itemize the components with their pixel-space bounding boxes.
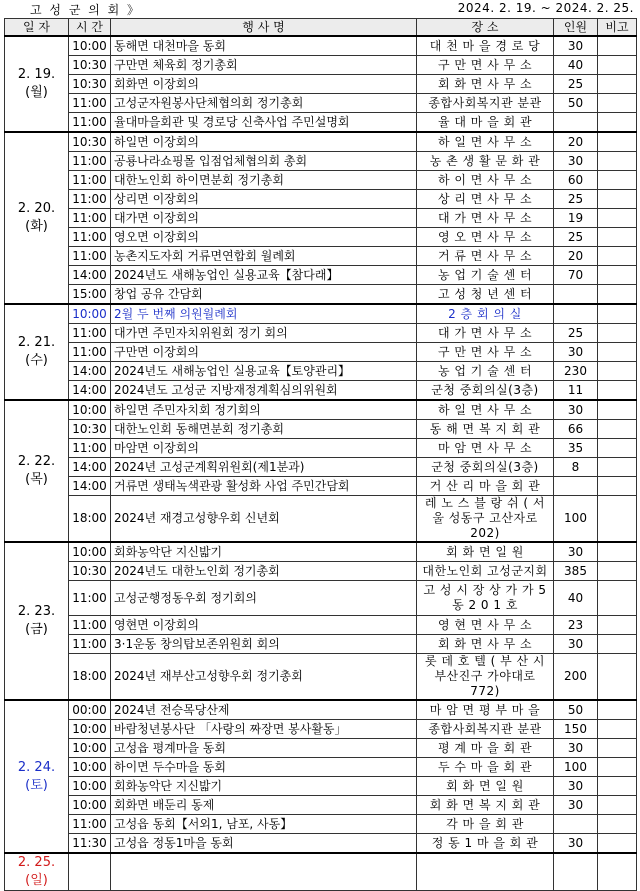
- event-attendees: 25: [554, 75, 598, 94]
- event-note: [598, 439, 637, 458]
- table-row: [5, 581, 637, 616]
- event-attendees: [554, 815, 598, 834]
- event-note: [598, 209, 637, 228]
- table-row: [5, 477, 637, 496]
- schedule-table: [4, 18, 637, 891]
- day-date-cell: [5, 304, 69, 400]
- event-note: [598, 113, 637, 133]
- event-time: 11:00: [69, 247, 111, 266]
- event-note: [598, 635, 637, 654]
- day-weekday: (월): [25, 85, 48, 100]
- event-place: 하 일 면 사 무 소: [417, 400, 554, 420]
- table-row: [5, 228, 637, 247]
- event-time: 11:00: [69, 152, 111, 171]
- day-date: 2. 19.: [17, 67, 56, 82]
- event-place: 종합사회복지관 분관: [417, 720, 554, 739]
- event-name: 거류면 생태녹색관광 활성화 사업 주민간담회: [111, 477, 417, 496]
- event-name: 고성읍 정동1마을 동회: [111, 834, 417, 854]
- event-time: 11:30: [69, 834, 111, 854]
- event-attendees: 50: [554, 700, 598, 720]
- schedule-title: 고 성 군 의 회 》: [30, 3, 142, 17]
- event-note: [598, 304, 637, 324]
- event-place: 농 촌 생 활 문 화 관: [417, 152, 554, 171]
- table-row: [5, 815, 637, 834]
- event-note: [598, 343, 637, 362]
- table-row: [5, 113, 637, 133]
- event-time: 11:00: [69, 209, 111, 228]
- event-place: 마 암 면 사 무 소: [417, 439, 554, 458]
- event-place: 하 이 면 사 무 소: [417, 171, 554, 190]
- event-place: 군청 중회의실(3층): [417, 381, 554, 401]
- day-weekday: (토): [25, 777, 48, 793]
- event-name: 2024년 전승목당산제: [111, 700, 417, 720]
- table-row: [5, 171, 637, 190]
- event-place: 정 동 1 마 을 회 관: [417, 834, 554, 854]
- event-note: [598, 228, 637, 247]
- table-row: [5, 266, 637, 285]
- column-header-event: 행 사 명: [111, 19, 417, 37]
- event-note: [598, 496, 637, 543]
- event-note: [598, 400, 637, 420]
- event-place: 고 성 청 년 센 터: [417, 285, 554, 305]
- event-attendees: 70: [554, 266, 598, 285]
- event-attendees: [554, 477, 598, 496]
- event-place: 율 대 마 을 회 관: [417, 113, 554, 133]
- event-place: 농 업 기 술 센 터: [417, 362, 554, 381]
- day-date: 2. 20.: [17, 201, 56, 216]
- event-name: 회화면 배둔리 동제: [111, 796, 417, 815]
- event-attendees: 150: [554, 720, 598, 739]
- event-attendees: 100: [554, 758, 598, 777]
- event-attendees: [554, 304, 598, 324]
- event-place: 대한노인회 고성군지회: [417, 562, 554, 581]
- event-attendees: 23: [554, 616, 598, 635]
- table-row: [5, 132, 637, 152]
- event-attendees: [554, 285, 598, 305]
- day-date: 2. 24.: [17, 759, 56, 775]
- table-row: [5, 834, 637, 854]
- event-attendees: 30: [554, 777, 598, 796]
- event-name: 2024년 재경고성향우회 신년회: [111, 496, 417, 543]
- event-place: 회 화 면 사 무 소: [417, 75, 554, 94]
- table-row: [5, 542, 637, 562]
- event-name: 구만면 이장회의: [111, 343, 417, 362]
- event-time: 10:00: [69, 777, 111, 796]
- event-note: [598, 324, 637, 343]
- event-note: [598, 654, 637, 701]
- event-name: 2월 두 번째 의원월례회: [111, 304, 417, 324]
- table-row: [5, 439, 637, 458]
- table-row: [5, 190, 637, 209]
- event-note: [598, 381, 637, 401]
- event-time: 11:00: [69, 171, 111, 190]
- event-note: [598, 132, 637, 152]
- day-weekday: (일): [25, 873, 48, 888]
- event-place: 대 천 마 을 경 로 당: [417, 36, 554, 56]
- table-row: [5, 720, 637, 739]
- event-name: 고성군자원봉사단체협의회 정기총회: [111, 94, 417, 113]
- table-row: [5, 777, 637, 796]
- event-note: [598, 616, 637, 635]
- table-row: [5, 247, 637, 266]
- event-place: 롯 데 호 텔 ( 부 산 시 부산진구 가야대로 772): [417, 654, 554, 701]
- day-date-cell: [5, 400, 69, 542]
- event-attendees: 30: [554, 152, 598, 171]
- day-date-cell: [5, 132, 69, 304]
- event-time: 11:00: [69, 815, 111, 834]
- event-note: [598, 542, 637, 562]
- event-time: 18:00: [69, 654, 111, 701]
- event-attendees: 8: [554, 458, 598, 477]
- event-attendees: 30: [554, 739, 598, 758]
- event-note: [598, 190, 637, 209]
- event-place: 거 산 리 마 을 회 관: [417, 477, 554, 496]
- event-time: 18:00: [69, 496, 111, 543]
- table-header-row: [5, 19, 637, 37]
- event-name: 회화농악단 지신밟기: [111, 777, 417, 796]
- event-time: 14:00: [69, 458, 111, 477]
- table-row: [5, 324, 637, 343]
- event-name: 대가면 이장회의: [111, 209, 417, 228]
- event-name: 율대마을회관 및 경로당 신축사업 주민설명회: [111, 113, 417, 133]
- event-place: 두 수 마 을 회 관: [417, 758, 554, 777]
- table-row: [5, 362, 637, 381]
- table-row: [5, 400, 637, 420]
- event-note: [598, 739, 637, 758]
- event-attendees: 20: [554, 132, 598, 152]
- event-place: 영 오 면 사 무 소: [417, 228, 554, 247]
- event-time: 10:30: [69, 420, 111, 439]
- table-row: [5, 304, 637, 324]
- event-name: 하이면 두수마을 동회: [111, 758, 417, 777]
- event-place: 상 리 면 사 무 소: [417, 190, 554, 209]
- event-place: 농 업 기 술 센 터: [417, 266, 554, 285]
- event-attendees: 230: [554, 362, 598, 381]
- event-place: 구 만 면 사 무 소: [417, 56, 554, 75]
- event-attendees: 30: [554, 400, 598, 420]
- event-attendees: 100: [554, 496, 598, 543]
- event-note: [598, 266, 637, 285]
- event-time: 11:00: [69, 635, 111, 654]
- table-row: [5, 152, 637, 171]
- event-name: 공룡나라쇼핑몰 입점업체협의회 총회: [111, 152, 417, 171]
- event-time: 14:00: [69, 362, 111, 381]
- event-place: 회 화 면 일 원: [417, 542, 554, 562]
- date-range: 2024. 2. 19. ~ 2024. 2. 25.: [457, 1, 634, 15]
- event-time: 10:00: [69, 542, 111, 562]
- event-attendees: 30: [554, 635, 598, 654]
- event-place: 군청 중회의실(3층): [417, 458, 554, 477]
- event-name: 고성읍 동회【서외1, 남포, 사동】: [111, 815, 417, 834]
- event-place: 각 마 을 회 관: [417, 815, 554, 834]
- day-date: 2. 25.: [17, 855, 56, 870]
- table-row: [5, 75, 637, 94]
- event-attendees: [554, 113, 598, 133]
- event-attendees: 30: [554, 796, 598, 815]
- event-name: 구만면 체육회 정기총회: [111, 56, 417, 75]
- event-attendees: 200: [554, 654, 598, 701]
- event-time: 10:30: [69, 562, 111, 581]
- day-group: [5, 36, 637, 132]
- table-row: [5, 700, 637, 720]
- event-place: 회 화 면 일 원: [417, 777, 554, 796]
- event-attendees: 35: [554, 439, 598, 458]
- table-row: [5, 381, 637, 401]
- day-date: 2. 21.: [17, 335, 56, 350]
- day-group: [5, 132, 637, 304]
- event-time: 11:00: [69, 343, 111, 362]
- event-name: 대한노인회 하이면분회 정기총회: [111, 171, 417, 190]
- event-note: [598, 420, 637, 439]
- event-place: 회 화 면 복 지 회 관: [417, 796, 554, 815]
- event-time: 14:00: [69, 266, 111, 285]
- event-attendees: 11: [554, 381, 598, 401]
- day-date-cell: [5, 542, 69, 700]
- event-place: 대 가 면 사 무 소: [417, 324, 554, 343]
- event-time: 10:00: [69, 400, 111, 420]
- event-name: 2024년 고성군계획위원회(제1분과): [111, 458, 417, 477]
- event-name: 고성군행정동우회 정기회의: [111, 581, 417, 616]
- column-header-people: 인원: [554, 19, 598, 37]
- event-attendees: 66: [554, 420, 598, 439]
- day-group: [5, 700, 637, 853]
- event-note: [598, 94, 637, 113]
- event-time: 11:00: [69, 190, 111, 209]
- event-place: 종합사회복지관 분관: [417, 94, 554, 113]
- event-name: 영현면 이장회의: [111, 616, 417, 635]
- event-time: 11:00: [69, 324, 111, 343]
- event-note: [598, 720, 637, 739]
- event-note: [598, 477, 637, 496]
- event-attendees: 30: [554, 542, 598, 562]
- event-attendees: 40: [554, 581, 598, 616]
- event-time: 11:00: [69, 113, 111, 133]
- event-place: 영 현 면 사 무 소: [417, 616, 554, 635]
- event-note: [598, 581, 637, 616]
- event-name: 동해면 대천마을 동회: [111, 36, 417, 56]
- event-place: 거 류 면 사 무 소: [417, 247, 554, 266]
- event-note: [598, 796, 637, 815]
- event-time: 10:30: [69, 132, 111, 152]
- event-note: [598, 815, 637, 834]
- event-time: 10:00: [69, 720, 111, 739]
- event-name: 마암면 이장회의: [111, 439, 417, 458]
- event-name: 대가면 주민자치위원회 정기 회의: [111, 324, 417, 343]
- table-row: [5, 209, 637, 228]
- event-attendees: 19: [554, 209, 598, 228]
- table-row: [5, 616, 637, 635]
- event-note: [598, 75, 637, 94]
- event-time: 10:00: [69, 739, 111, 758]
- table-row: [5, 654, 637, 701]
- table-row: [5, 758, 637, 777]
- event-place: 2 층 회 의 실: [417, 304, 554, 324]
- event-place: 하 일 면 사 무 소: [417, 132, 554, 152]
- event-attendees: 20: [554, 247, 598, 266]
- event-name: 2024년도 대한노인회 정기총회: [111, 562, 417, 581]
- event-name: 하일면 이장회의: [111, 132, 417, 152]
- event-attendees: 30: [554, 343, 598, 362]
- event-attendees: 60: [554, 171, 598, 190]
- table-row: [5, 458, 637, 477]
- day-weekday: (수): [25, 353, 48, 368]
- event-attendees: 30: [554, 834, 598, 854]
- schedule-header: [0, 0, 640, 18]
- event-note: [598, 36, 637, 56]
- day-date-cell: [5, 700, 69, 853]
- event-name: 창업 공유 간담회: [111, 285, 417, 305]
- event-name: 농촌지도자회 거류면연합회 월례회: [111, 247, 417, 266]
- event-time: 11:00: [69, 616, 111, 635]
- event-time: 10:30: [69, 56, 111, 75]
- event-note: [598, 362, 637, 381]
- event-name: 고성읍 평계마을 동회: [111, 739, 417, 758]
- event-time: 10:00: [69, 796, 111, 815]
- event-name: 3·1운동 창의탑보존위원회 회의: [111, 635, 417, 654]
- event-name: 영오면 이장회의: [111, 228, 417, 247]
- event-time: 11:00: [69, 94, 111, 113]
- event-place: 마 암 면 평 부 마 을: [417, 700, 554, 720]
- event-name: 바람청년봉사단 「사랑의 짜장면 봉사활동」: [111, 720, 417, 739]
- event-name: 회화농악단 지신밟기: [111, 542, 417, 562]
- table-row: [5, 496, 637, 543]
- event-place: 평 계 마 을 회 관: [417, 739, 554, 758]
- event-note: [598, 777, 637, 796]
- event-note: [598, 758, 637, 777]
- day-weekday: (목): [25, 472, 48, 487]
- column-header-place: 장 소: [417, 19, 554, 37]
- event-place: 대 가 면 사 무 소: [417, 209, 554, 228]
- event-note: [598, 285, 637, 305]
- event-place: 동 해 면 복 지 회 관: [417, 420, 554, 439]
- table-row: [5, 739, 637, 758]
- event-note: [598, 834, 637, 854]
- event-time: 15:00: [69, 285, 111, 305]
- event-place: 고 성 시 장 상 가 가 5 동 2 0 1 호: [417, 581, 554, 616]
- event-name: 2024년도 새해농업인 실용교육【참다래】: [111, 266, 417, 285]
- event-name: 2024년 재부산고성향우회 정기총회: [111, 654, 417, 701]
- event-note: [598, 247, 637, 266]
- event-note: [598, 152, 637, 171]
- event-time: 10:30: [69, 75, 111, 94]
- day-group: [5, 304, 637, 400]
- day-weekday: (화): [25, 219, 48, 234]
- event-note: [598, 700, 637, 720]
- table-row: [5, 343, 637, 362]
- event-name: 상리면 이장회의: [111, 190, 417, 209]
- column-header-time: 시 간: [69, 19, 111, 37]
- day-date: 2. 22.: [17, 454, 56, 469]
- day-date-cell: [5, 36, 69, 132]
- table-row: [5, 562, 637, 581]
- event-attendees: 25: [554, 228, 598, 247]
- day-group: [5, 542, 637, 700]
- event-note: [598, 56, 637, 75]
- table-row: [5, 36, 637, 56]
- event-time: 11:00: [69, 439, 111, 458]
- table-row: [5, 635, 637, 654]
- event-time: 14:00: [69, 381, 111, 401]
- event-name: 하일면 주민자치회 정기회의: [111, 400, 417, 420]
- event-time: 00:00: [69, 700, 111, 720]
- column-header-note: 비고: [598, 19, 637, 37]
- event-time: 11:00: [69, 581, 111, 616]
- event-note: [598, 171, 637, 190]
- event-time: 10:00: [69, 36, 111, 56]
- event-attendees: 25: [554, 190, 598, 209]
- event-attendees: 25: [554, 324, 598, 343]
- column-header-date: 일 자: [5, 19, 69, 37]
- table-row: [5, 94, 637, 113]
- event-name: 회화면 이장회의: [111, 75, 417, 94]
- table-row: [5, 420, 637, 439]
- event-name: 2024년도 새해농업인 실용교육【토양관리】: [111, 362, 417, 381]
- event-attendees: 30: [554, 36, 598, 56]
- event-time: 10:00: [69, 758, 111, 777]
- event-attendees: 50: [554, 94, 598, 113]
- event-place: 구 만 면 사 무 소: [417, 343, 554, 362]
- table-row: [5, 796, 637, 815]
- event-place: 레 노 스 블 랑 쉬 ( 서울 성동구 고산자로 202): [417, 496, 554, 543]
- event-name: 대한노인회 동해면분회 정기총회: [111, 420, 417, 439]
- event-time: 14:00: [69, 477, 111, 496]
- table-row: [5, 285, 637, 305]
- day-group: [5, 400, 637, 542]
- day-date: 2. 23.: [17, 604, 56, 619]
- event-note: [598, 562, 637, 581]
- event-attendees: 40: [554, 56, 598, 75]
- event-place: 회 화 면 사 무 소: [417, 635, 554, 654]
- event-time: 11:00: [69, 228, 111, 247]
- event-attendees: 385: [554, 562, 598, 581]
- day-weekday: (금): [25, 622, 48, 637]
- table-row: [5, 56, 637, 75]
- event-time: 10:00: [69, 304, 111, 324]
- event-note: [598, 458, 637, 477]
- event-name: 2024년도 고성군 지방재정계획심의위원회: [111, 381, 417, 401]
